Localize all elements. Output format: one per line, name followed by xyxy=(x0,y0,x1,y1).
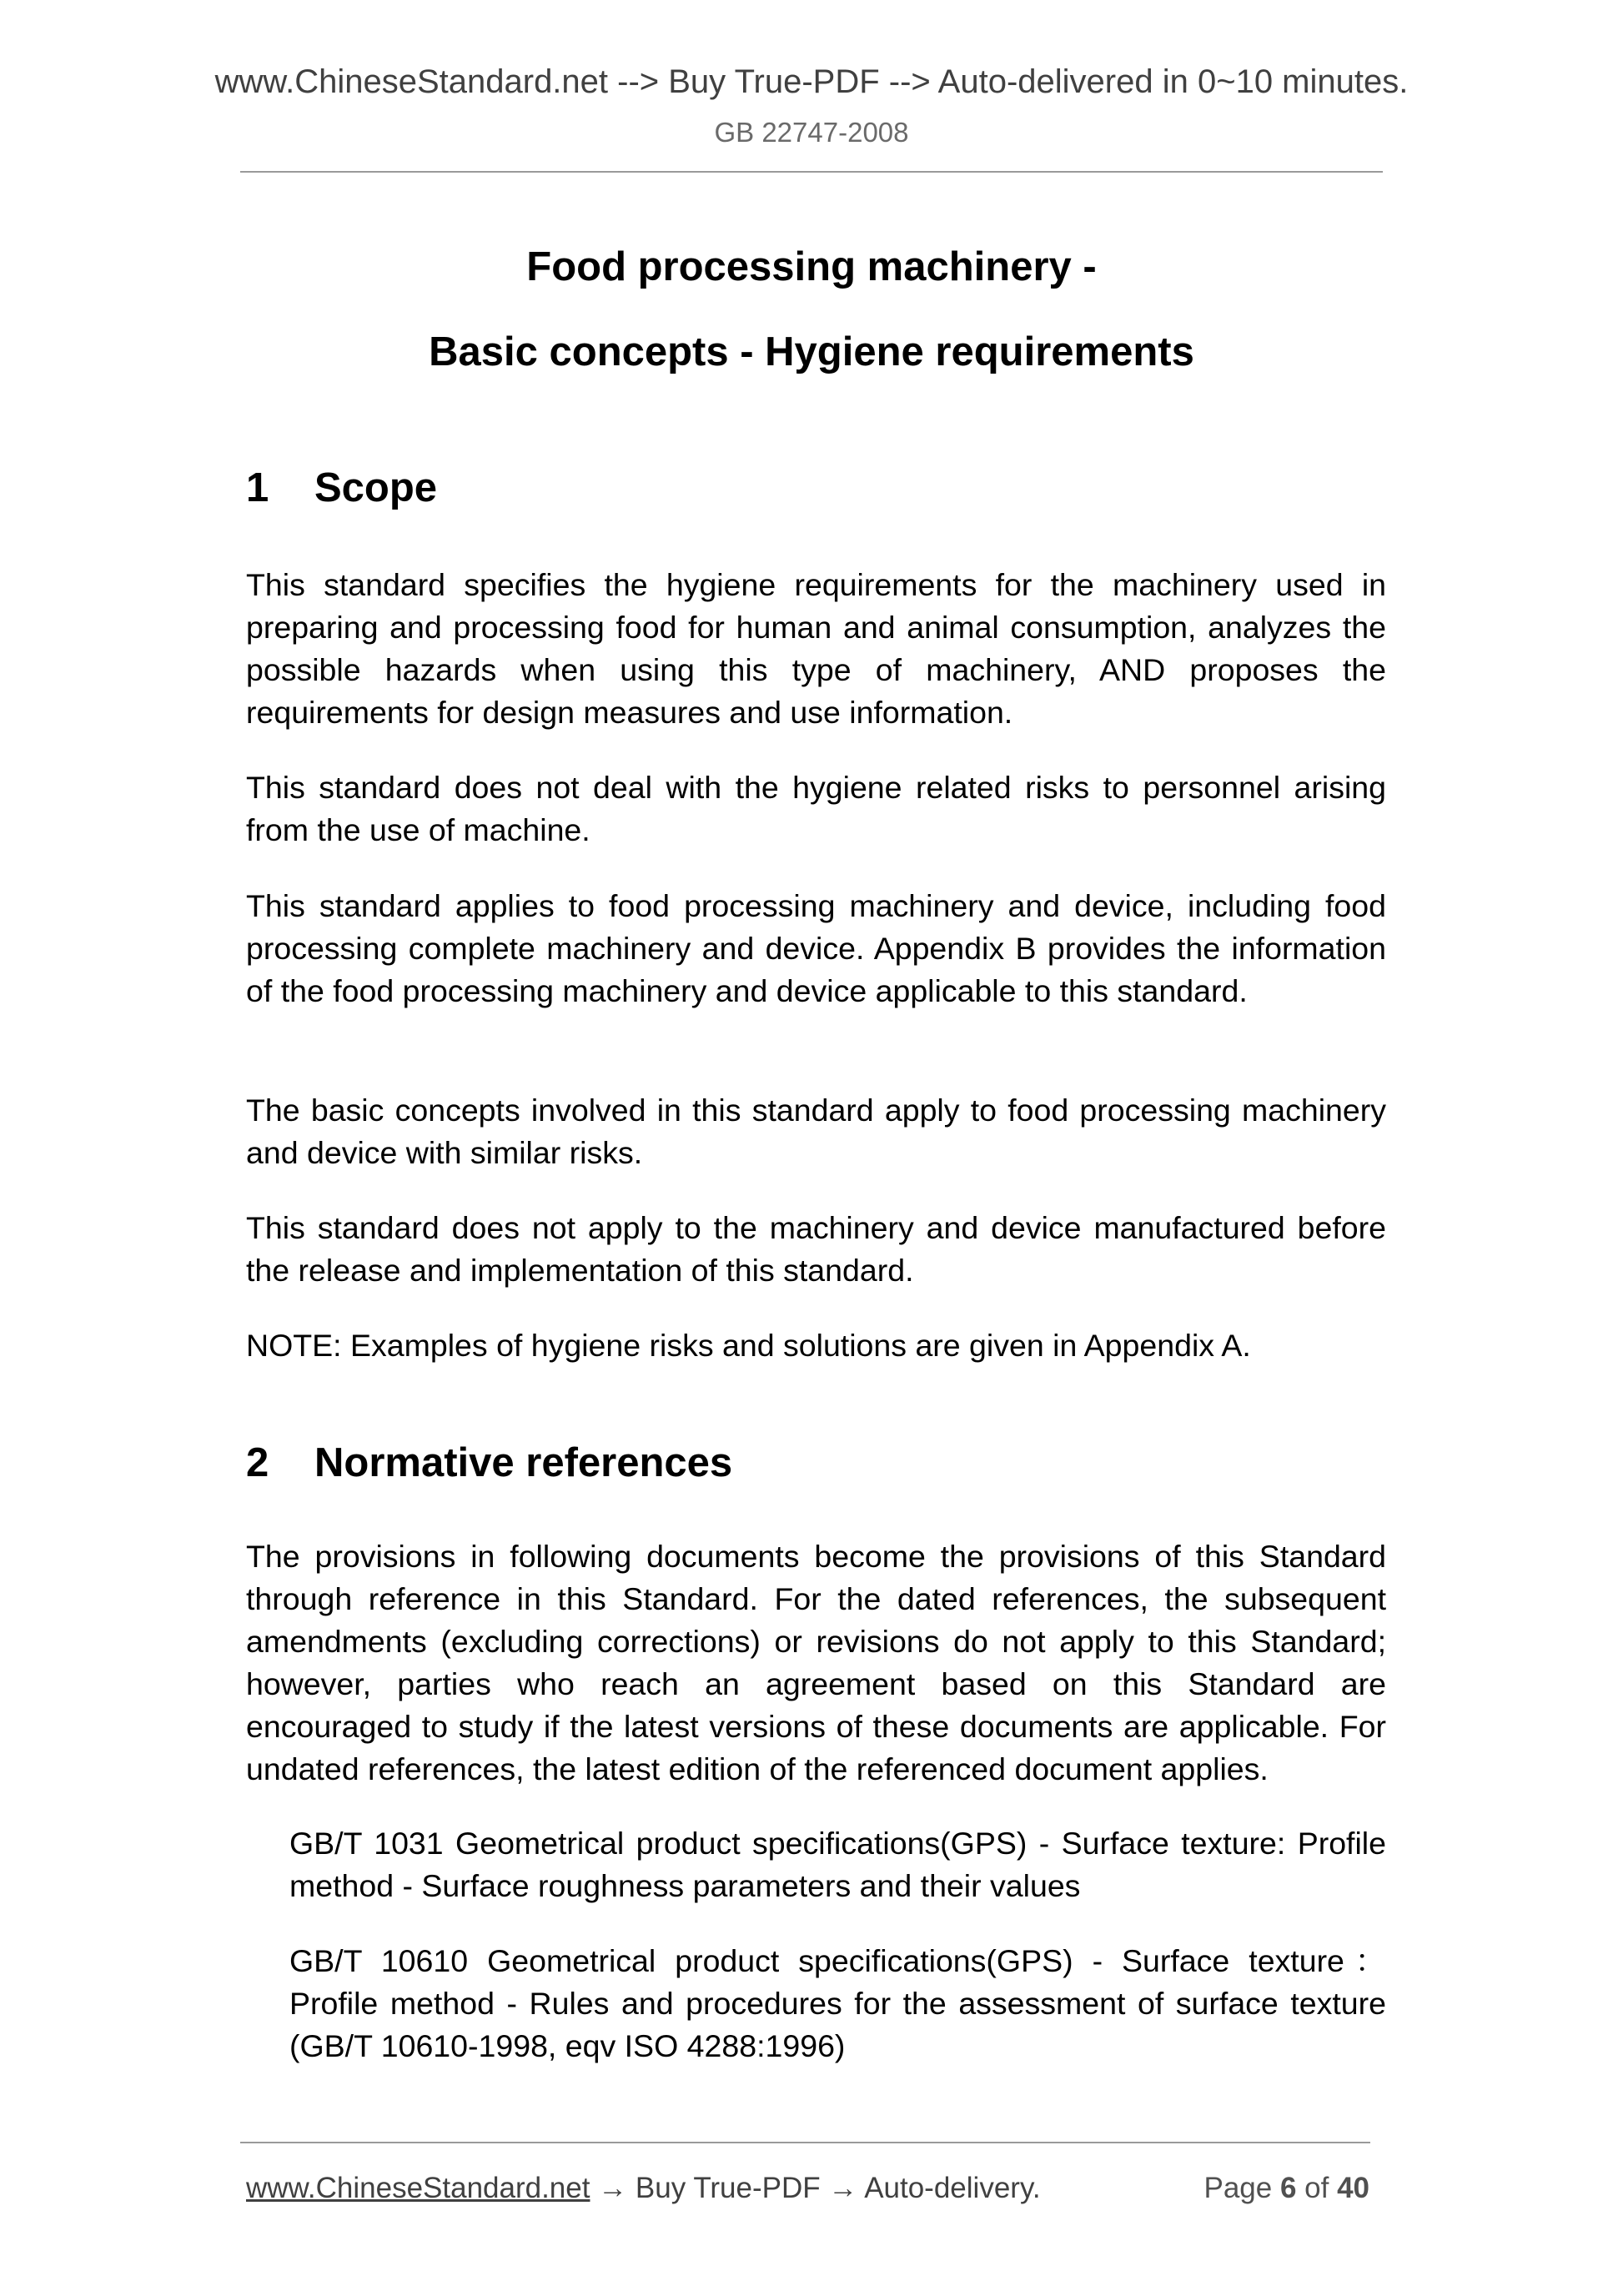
normative-references-paragraph: The provisions in following documents become the provisions of this Standard through reference in this Standard. For the dated references, the subsequent amendments (excluding corrections) or revisions do not apply to this Standard; however, parties who reach an agreement based on this Standard are encouraged to study if the latest versions of these documents are applicable. For undated references, the latest edition of the referenced document applies. xyxy=(246,1539,1386,1786)
page-total: 40 xyxy=(1337,2172,1369,2204)
scope-paragraph: This standard does not apply to the machinery and device manufactured before the release and implementation of this standard. xyxy=(246,1210,1386,1288)
website-link[interactable]: www.ChineseStandard.net xyxy=(246,2172,590,2204)
reference-item: GB/T 1031 Geometrical product specifications(GPS) - Surface texture: Profile method - Surface roughness parameters and their values xyxy=(289,1826,1386,1903)
page-of: of xyxy=(1296,2172,1338,2204)
section-title: Normative references xyxy=(314,1440,733,1485)
scope-paragraph: This standard does not deal with the hygiene related risks to personnel arising from the use of machine. xyxy=(246,770,1386,847)
footer-buy-text: Buy True-PDF xyxy=(635,2172,821,2204)
scope-paragraph: This standard applies to food processing machinery and device, including food processing complete machinery and device. Appendix B provides the information of the food processing machinery and device applicable to this standard. xyxy=(246,888,1386,1008)
document-title-line2: Basic concepts - Hygiene requirements xyxy=(429,329,1194,374)
section-number: 1 xyxy=(246,465,269,510)
standard-code: GB 22747-2008 xyxy=(714,117,909,148)
header-divider xyxy=(240,171,1383,173)
scope-note: NOTE: Examples of hygiene risks and solutions are given in Appendix A. xyxy=(246,1328,1251,1363)
section-title: Scope xyxy=(314,465,438,510)
page-current: 6 xyxy=(1279,2172,1297,2204)
section-number: 2 xyxy=(246,1440,269,1485)
arrow-right-icon: → xyxy=(820,2172,865,2204)
section-heading-scope xyxy=(246,465,438,510)
reference-item: GB/T 10610 Geometrical product specifications(GPS) - Surface texture： Profile method - Rules and procedures for the assessment of surface texture (GB/T 10610-1998, eqv ISO 4288:1996) xyxy=(289,1943,1386,2063)
header-banner: www.ChineseStandard.net --> Buy True-PDF --> Auto-delivered in 0~10 minutes. xyxy=(214,63,1409,100)
arrow-right-icon: → xyxy=(590,2172,636,2204)
footer-promo xyxy=(246,2173,1041,2203)
scope-paragraph: This standard specifies the hygiene requirements for the machinery used in preparing and processing food for human and animal consumption, analyzes the possible hazards when using this type of machinery, AND proposes the requirements for design measures and use information. xyxy=(246,567,1386,730)
page-number xyxy=(1198,2173,1369,2203)
footer-divider xyxy=(240,2142,1370,2143)
section-heading-normative-references xyxy=(246,1440,733,1485)
page-label: Page xyxy=(1203,2172,1280,2204)
footer-delivery-text: Auto-delivery. xyxy=(864,2172,1041,2204)
document-title-line1: Food processing machinery - xyxy=(526,244,1097,289)
scope-paragraph: The basic concepts involved in this standard apply to food processing machinery and device with similar risks. xyxy=(246,1093,1386,1170)
